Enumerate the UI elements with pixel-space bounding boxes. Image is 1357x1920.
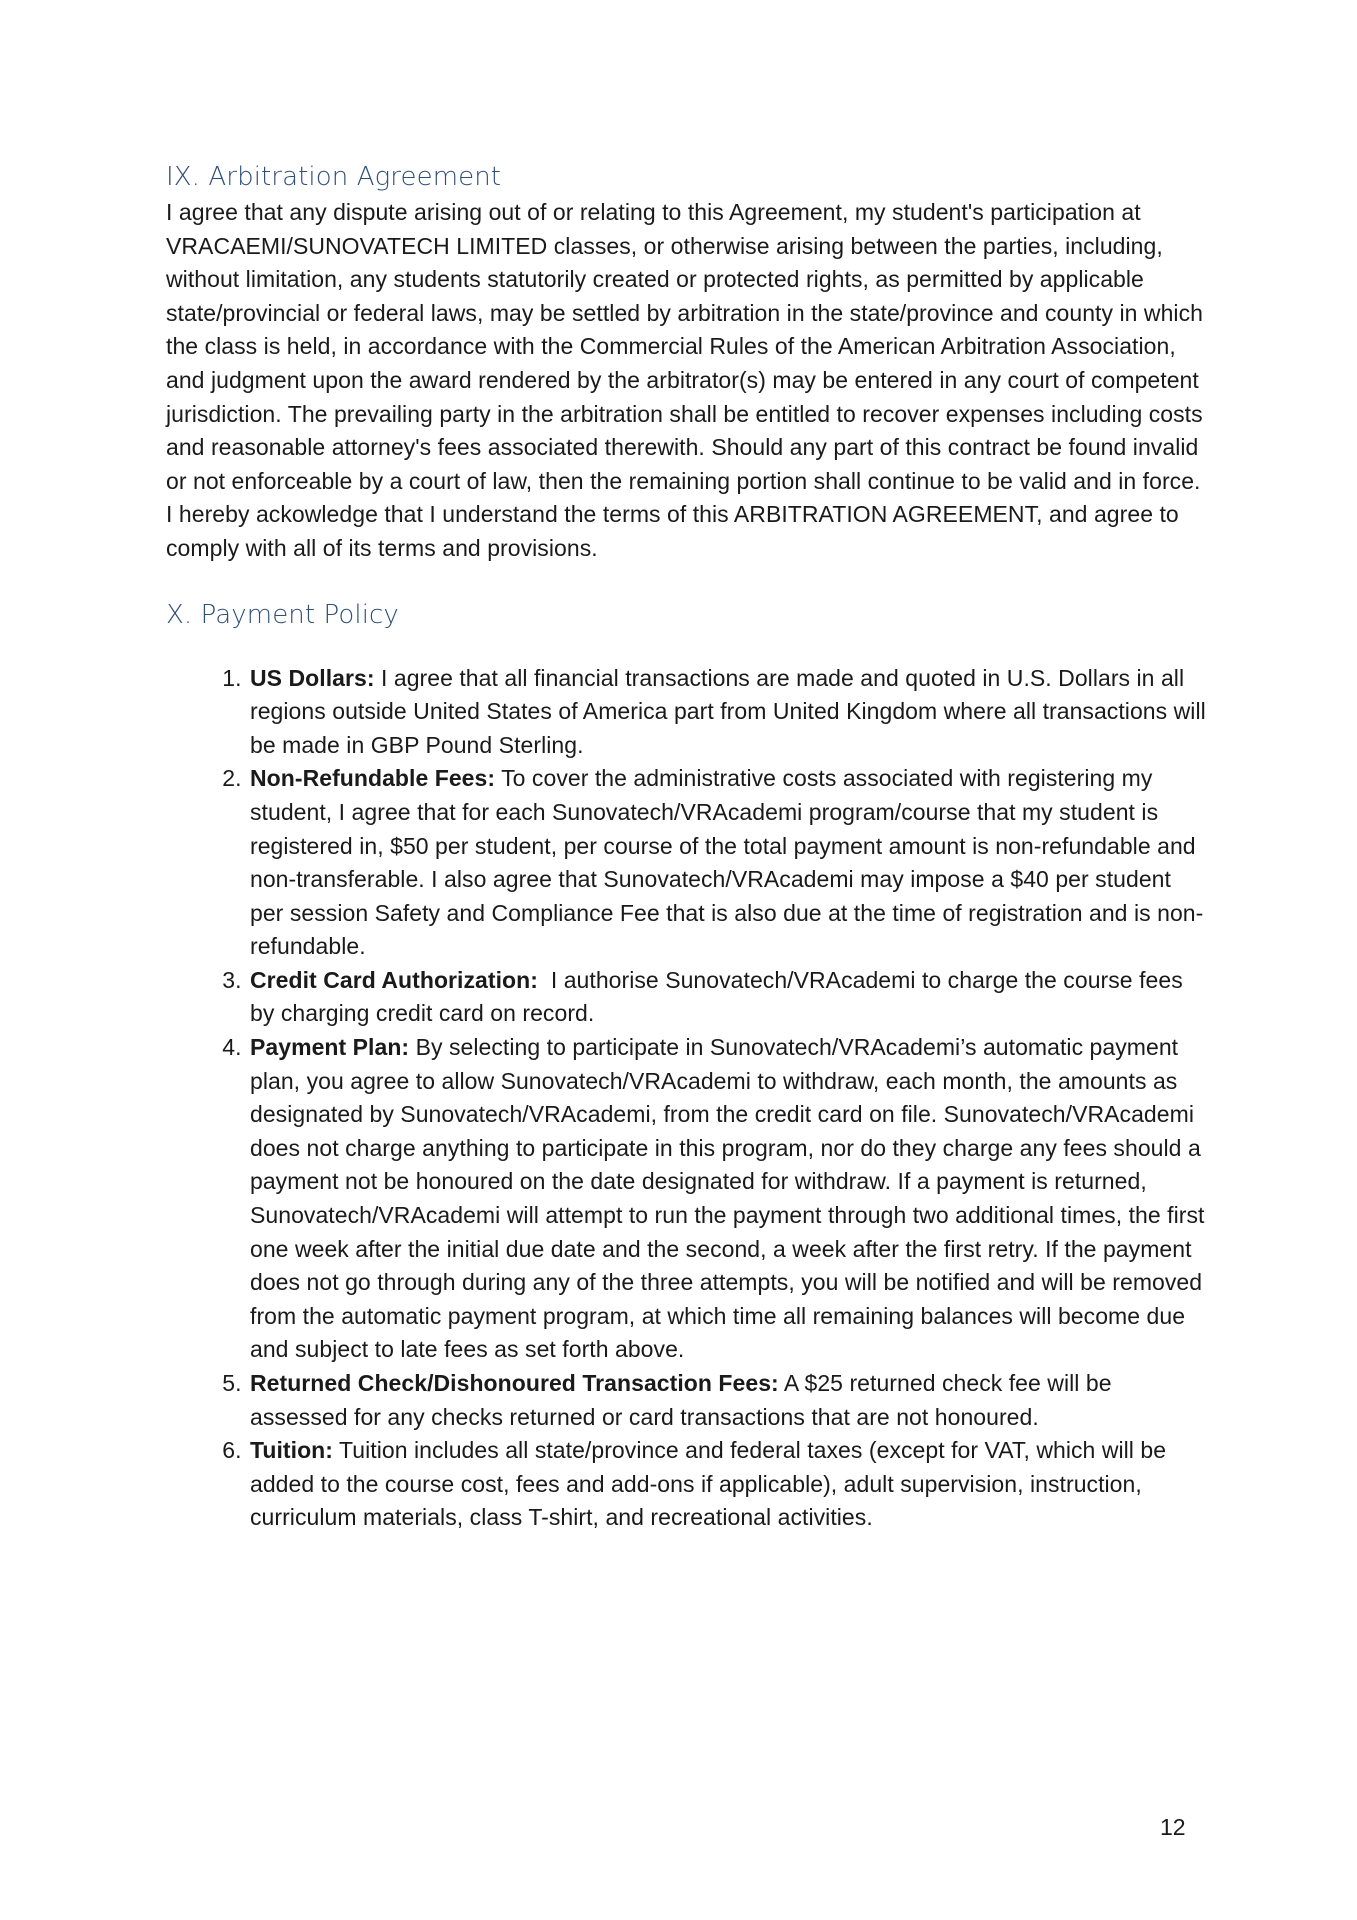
page-number: 12: [1160, 1814, 1186, 1840]
list-item: [248, 964, 1206, 1031]
item-text: A $25 returned check fee will be assessed for any checks returned or card transactions that are not honoured.: [250, 1370, 1112, 1430]
list-item: [248, 1434, 1206, 1535]
item-term: Credit Card Authorization:: [250, 966, 538, 993]
document-page: [166, 162, 1206, 1535]
item-text: I authorise Sunovatech/VRAcademi to charge the course fees by charging credit card on record.: [250, 966, 1190, 1027]
item-text: Tuition includes all state/province and federal taxes (except for VAT, which will be added to the course cost, fees and add-ons if applicable), adult supervision, instruction, curriculum materials, class T-shirt, and recreational activities.: [250, 1437, 1167, 1531]
item-term: Returned Check/Dishonoured Transaction Fees:: [250, 1370, 779, 1396]
item-term: Tuition:: [250, 1437, 333, 1464]
item-text: By selecting to participate in Sunovatech/VRAcademi’s automatic payment plan, you agree to allow Sunovatech/VRAcademi to withdraw, each month, the amounts as designated by Sunovatech/VRAcademi, from the credit card on file. Sunovatech/VRAcademi does not charge anything to participate in this program, nor do they charge any fees should a payment not be honoured on the date designated for withdraw. If a payment is returned, Sunovatech/VRAcademi will attempt to run the payment through two additional times, the first one week after the initial due date and the second, a week after the first retry. If the payment does not go through during any of the three attempts, you will be notified and will be removed from the automatic payment program, at which time all remaining balances will become due and subject to late fees as set forth above.: [250, 1034, 1205, 1363]
list-item: [248, 1031, 1206, 1367]
item-term: Non-Refundable Fees:: [250, 765, 496, 792]
list-item: [248, 1367, 1206, 1434]
list-item: [248, 662, 1206, 763]
section-x-heading: X. Payment Policy: [166, 599, 399, 630]
item-text: I agree that all financial transactions are made and quoted in U.S. Dollars in all regions outside United States of America part from United Kingdom where all transactions will be made in GBP Pound Sterling.: [250, 664, 1206, 758]
item-term: US Dollars:: [250, 664, 375, 691]
list-item: [248, 762, 1206, 964]
payment-policy-list: [166, 662, 1206, 1535]
item-term: Payment Plan:: [250, 1034, 410, 1061]
arbitration-paragraph: I agree that any dispute arising out of or relating to this Agreement, my student's participation at VRACAEMI/SUNOVATECH LIMITED classes, or otherwise arising between the parties, including, without limitation, any students statutorily created or protected rights, as permitted by applicable state/provincial or federal laws, may be settled by arbitration in the state/province and county in which the class is held, in accordance with the Commercial Rules of the American Arbitration Association, and judgment upon the award rendered by the arbitrator(s) may be entered in any court of competent jurisdiction. The prevailing party in the arbitration shall be entitled to recover expenses including costs and reasonable attorney's fees associated therewith. Should any part of this contract be found invalid or not enforceable by a court of law, then the remaining portion shall continue to be valid and in force. I hereby ackowledge that I understand the terms of this ARBITRATION AGREEMENT, and agree to comply with all of its terms and provisions.: [166, 199, 1203, 561]
section-ix-heading: IX. Arbitration Agreement: [166, 162, 502, 192]
item-text: To cover the administrative costs associated with registering my student, I agree that for each Sunovatech/VRAcademi program/course that my student is registered in, $50 per student, per course of the total payment amount is non-refundable and non-transferable. I also agree that Sunovatech/VRAcademi may impose a $40 per student per session Safety and Compliance Fee that is also due at the time of registration and is non-refundable.: [250, 765, 1204, 960]
